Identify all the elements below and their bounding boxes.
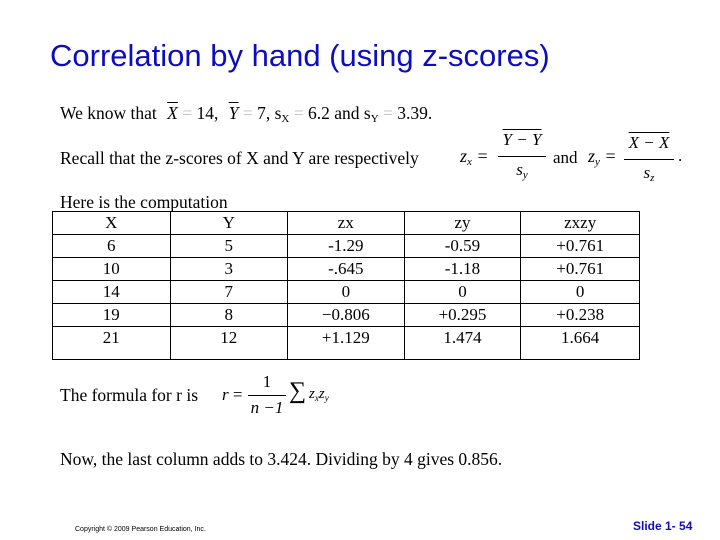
cell-zxzy: 0 xyxy=(521,281,640,304)
cell-zxzy: +0.761 xyxy=(521,258,640,281)
cell-x: 14 xyxy=(53,281,171,304)
formula-terms: $z_xz_y$ xyxy=(309,386,329,403)
sy-value: 3.39. xyxy=(397,103,433,123)
zx-fraction-bar xyxy=(498,156,546,157)
formula-prefix: The formula for r is xyxy=(60,385,199,405)
cell-zx: -1.29 xyxy=(288,235,405,258)
zx-numerator: Y − Y xyxy=(502,130,542,149)
table-row xyxy=(53,235,640,258)
table-row xyxy=(53,327,640,350)
header-y: Y xyxy=(170,212,288,235)
cell-zy: 0 xyxy=(404,281,521,304)
cell-zy: +0.295 xyxy=(404,304,521,327)
cell-zx: -.645 xyxy=(288,258,405,281)
cell-y: 5 xyxy=(170,235,288,258)
zx-denominator: $s_y$ xyxy=(516,160,528,181)
table-header-row xyxy=(53,212,640,235)
table-row xyxy=(53,281,640,304)
zy-fraction-bar xyxy=(624,159,674,160)
cell-zxzy: +0.238 xyxy=(521,304,640,327)
slide-title: Correlation by hand (using z-scores) xyxy=(50,38,550,73)
equals-sign: = xyxy=(383,103,393,123)
recall-text: Recall that the z-scores of X and Y are respectively xyxy=(60,148,419,168)
header-x: X xyxy=(53,212,171,235)
computation-label: Here is the computation xyxy=(60,192,228,212)
cell-x: 6 xyxy=(53,235,171,258)
sx-symbol: $s_X$ xyxy=(274,103,290,125)
cell-zx: −0.806 xyxy=(288,304,405,327)
cell-zy: -0.59 xyxy=(404,235,521,258)
slide-number: Slide 1- 54 xyxy=(633,519,693,533)
cell-x: 10 xyxy=(53,258,171,281)
sx-value: 6.2 and xyxy=(307,103,360,123)
header-zxzy: zxzy xyxy=(521,212,640,235)
sy-symbol: $s_Y$ xyxy=(363,103,379,125)
equals-sign: = xyxy=(293,103,304,123)
ybar-symbol: $\overline{Y}$ xyxy=(228,103,239,123)
formula-numerator: 1 xyxy=(262,372,272,391)
equals-sign: = xyxy=(182,103,193,123)
header-zy: zy xyxy=(404,212,521,235)
xbar-value: 14, xyxy=(196,103,219,123)
zy-denominator: $s_z$ xyxy=(643,163,655,184)
table-row xyxy=(53,304,640,327)
zy-lhs: $z_y$ = xyxy=(588,146,617,168)
cell-x: 21 xyxy=(53,327,171,350)
cell-y: 7 xyxy=(170,281,288,304)
xbar-symbol: $\overline{X}$ xyxy=(167,103,178,123)
cell-zxzy: +0.761 xyxy=(521,235,640,258)
cell-zy: 1.474 xyxy=(404,327,521,350)
equals-sign: = xyxy=(242,103,253,123)
cell-y: 8 xyxy=(170,304,288,327)
zy-end: . xyxy=(678,146,683,165)
known-prefix: We know that xyxy=(60,103,157,123)
formula-denominator: n −1 xyxy=(250,398,284,417)
sum-symbol: ∑ xyxy=(289,378,307,404)
ybar-value: 7, xyxy=(257,103,271,123)
cell-zx: 0 xyxy=(288,281,405,304)
known-values-line xyxy=(60,103,432,125)
computation-table xyxy=(52,211,640,360)
table-spacer-row xyxy=(53,349,640,360)
copyright-footer: Copyright © 2009 Pearson Education, Inc. xyxy=(75,526,206,533)
cell-zxzy: 1.664 xyxy=(521,327,640,350)
conclusion-text: Now, the last column adds to 3.424. Dividing by 4 gives 0.856. xyxy=(60,449,503,469)
cell-zx: +1.129 xyxy=(288,327,405,350)
formula-r: r = xyxy=(222,385,243,404)
zy-numerator: X − X xyxy=(628,133,670,152)
header-zx: zx xyxy=(288,212,405,235)
cell-zy: -1.18 xyxy=(404,258,521,281)
table-row xyxy=(53,258,640,281)
cell-x: 19 xyxy=(53,304,171,327)
formula-fraction-bar xyxy=(248,395,286,396)
and-word: and xyxy=(553,148,578,167)
cell-y: 12 xyxy=(170,327,288,350)
zx-lhs: $z_x$ = xyxy=(460,146,489,168)
cell-y: 3 xyxy=(170,258,288,281)
